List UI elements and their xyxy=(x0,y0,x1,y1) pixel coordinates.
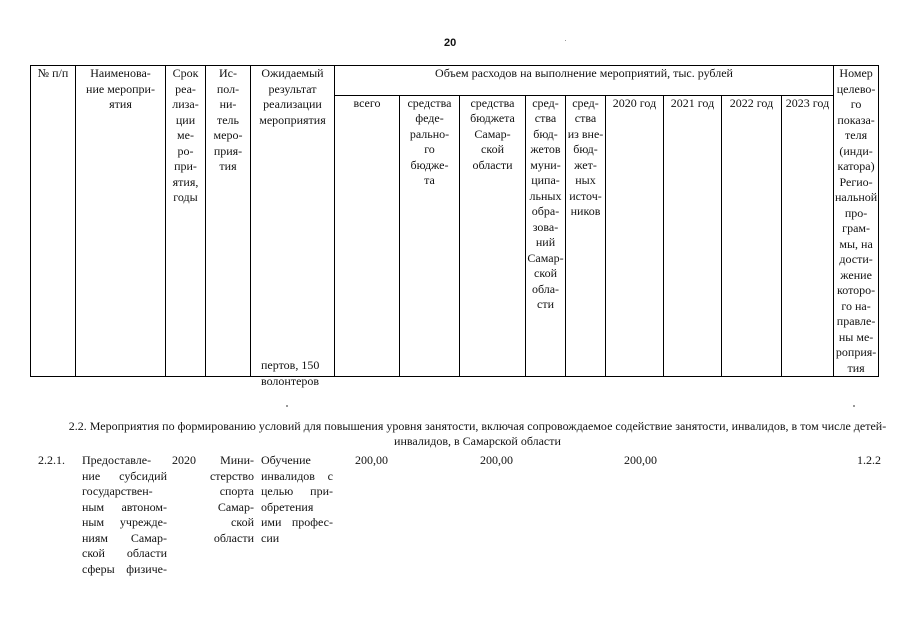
row-executor: Мини- стерство спорта Самар- ской области xyxy=(209,453,254,545)
header-col-2023: 2023 год xyxy=(782,95,834,376)
header-col-2021: 2021 год xyxy=(664,95,722,376)
scan-speck xyxy=(286,405,288,407)
row-term: 2020 xyxy=(172,453,196,467)
scan-speck xyxy=(565,40,566,41)
section-title: 2.2. Мероприятия по формированию условий для повышения уровня занятости, включая сопровождаемое содействие занятости, инвалидов, в том числе детей-инвалидов, в Самарской области xyxy=(68,419,887,448)
header-col-2020: 2020 год xyxy=(606,95,664,376)
header-result: Ожидаемый результат реализации мероприятия xyxy=(251,66,335,377)
header-table xyxy=(30,65,879,377)
scan-speck xyxy=(853,405,855,407)
header-col-total: всего xyxy=(335,95,400,376)
row-total: 200,00 xyxy=(355,453,388,467)
continuation-text: пертов, 150 волонтеров xyxy=(261,358,320,388)
header-col-extrabudget: сред- ства из вне- бюд- жет- ных источ- ников xyxy=(566,95,606,376)
header-executor: Ис- пол- ни- тель меро- прия- тия xyxy=(206,66,251,377)
header-expenses-title: Объем расходов на выполнение мероприятий, тыс. рублей xyxy=(335,66,834,96)
page-number: 20 xyxy=(444,37,457,49)
row-name: Предоставле- ние субсидий государствен- ным автоном- ным учрежде- ниям Самар- ской области сферы физиче- xyxy=(82,453,167,576)
header-num: № п/п xyxy=(31,66,76,377)
row-num: 2.2.1. xyxy=(38,453,65,467)
header-indicator: Номер целево- го показа- теля (инди- катора) Регио- нальной про- грам- мы, на дости- жение которо- го на- правле- ны ме- роприя- тия xyxy=(835,66,878,375)
header-col-federal: средства феде- рально- го бюдже- та xyxy=(400,95,460,376)
row-indicator: 1.2.2 xyxy=(857,453,881,467)
header-col-regional: средства бюджета Самар- ской области xyxy=(460,95,526,376)
header-term: Срок реа- лиза- ции ме- ро- при- ятия, годы xyxy=(166,66,206,377)
row-result: Обучение инвалидов с целью при- обретения ими профес- сии xyxy=(261,453,333,545)
row-regional: 200,00 xyxy=(480,453,513,467)
header-name: Наименова- ние меропри- ятия xyxy=(76,66,166,377)
header-col-municipal: сред- ства бюд- жетов муни- ципа- льных обра- зова- ний Самар- ской обла- сти xyxy=(526,95,566,376)
header-col-2022: 2022 год xyxy=(722,95,782,376)
row-2020: 200,00 xyxy=(624,453,657,467)
